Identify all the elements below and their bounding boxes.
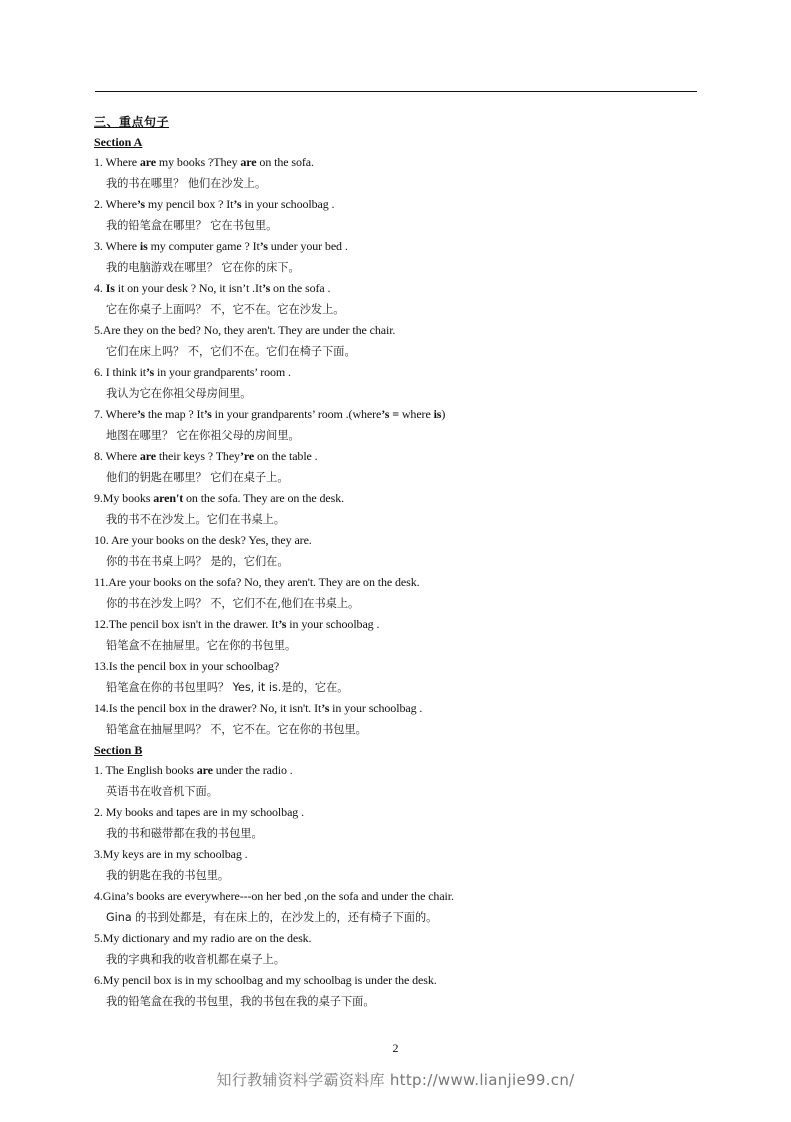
sentence-fragment: 3. Where [94,239,140,253]
chinese-translation: 英语书在收音机下面。 [106,785,218,798]
sentence-fragment: 5.My dictionary and my radio are on the desk. [94,931,312,945]
english-sentence [94,488,714,509]
english-sentence [94,970,714,991]
sentence-fragment: in your schoolbag . [286,617,380,631]
bold-keyword: ’s [278,617,287,631]
english-sentence [94,844,714,865]
english-sentence [94,698,714,719]
sentence-fragment: in your grandparents’ room . [154,365,291,379]
chinese-translation: 它在你桌子上面吗？ 不，它不在。它在沙发上。 [106,303,345,316]
bold-keyword: ’s [146,365,155,379]
sentence-fragment: 6.My pencil box is in my schoolbag and my schoolbag is under the desk. [94,973,437,987]
sentence-fragment: 1. Where [94,155,140,169]
english-sentence [94,320,714,341]
bold-keyword: ’s [136,407,145,421]
sentence-fragment: 4. [94,281,106,295]
english-sentence [94,572,714,593]
english-sentence [94,928,714,949]
bold-keyword: aren't [153,491,184,505]
sentence-fragment: under your bed . [267,239,348,253]
sentence-fragment: 7. Where [94,407,137,421]
header-rule [95,91,697,92]
page-number: 2 [392,1041,399,1055]
sentence-fragment: 14.Is the pencil box in the drawer? No, it isn't. It [94,701,322,715]
footer-watermark: 知行教辅资料学霸资料库 http://www.lianjie99.cn/ [216,1071,575,1089]
english-sentence [94,656,714,677]
sentence-fragment: my computer game ? It [147,239,260,253]
sentence-fragment: my books ?They [156,155,241,169]
sentence-fragment: 11.Are your books on the sofa? No, they aren't. They are on the desk. [94,575,420,589]
sentence-fragment: the map ? It [145,407,204,421]
sentence-fragment: on the sofa. [256,155,314,169]
chinese-translation: 你的书在沙发上吗？ 不，它们不在,他们在书桌上。 [106,597,360,610]
sentence-fragment: 3.My keys are in my schoolbag . [94,847,248,861]
chinese-translation: 铅笔盒在抽屉里吗？ 不，它不在。它在你的书包里。 [106,723,367,736]
sentence-fragment: on the table . [254,449,318,463]
english-sentence [94,446,714,467]
bold-keyword: ’re [239,449,255,463]
chinese-translation: 我的字典和我的收音机都在桌子上。 [106,953,286,966]
english-sentence [94,802,714,823]
sentence-fragment: 13.Is the pencil box in your schoolbag? [94,659,280,673]
sentence-fragment: 5.Are they on the bed? No, they aren't. They are under the chair. [94,323,396,337]
chinese-translation: 我的书在哪里？ 他们在沙发上。 [106,177,267,190]
bold-keyword: ’s [136,197,145,211]
english-sentence [94,194,714,215]
section-heading: 三、重点句子 [94,115,170,129]
bold-keyword: ’s = [381,407,399,421]
sentence-fragment: 6. I think it [94,365,147,379]
english-sentence [94,278,714,299]
sentence-fragment: 2. My books and tapes are in my schoolbag . [94,805,304,819]
english-sentence [94,152,714,173]
english-sentence [94,614,714,635]
bold-keyword: ’s [321,701,330,715]
english-sentence [94,362,714,383]
document-body [94,113,714,1012]
sentence-fragment: in your grandparents’ room .(where [211,407,382,421]
bold-keyword: ’s [203,407,212,421]
bold-keyword: is [433,407,442,421]
sentence-fragment: 12.The pencil box isn't in the drawer. It [94,617,279,631]
english-sentence [94,530,714,551]
chinese-translation: 我的书和磁带都在我的书包里。 [106,827,263,840]
sentence-fragment: 8. Where [94,449,140,463]
sentence-fragment: 1. The English books [94,763,197,777]
sentence-fragment: it on your desk ? No, it isn’t .It [114,281,263,295]
english-sentence [94,760,714,781]
bold-keyword: ’s [259,239,268,253]
section-title: Section A [94,135,143,149]
sentence-fragment: 9.My books [94,491,154,505]
chinese-translation: 地图在哪里？ 它在你祖父母的房间里。 [106,429,300,442]
sentence-fragment: on the sofa . [270,281,331,295]
sentence-fragment: my pencil box ? It [145,197,234,211]
english-sentence [94,886,714,907]
bold-keyword: ’s [262,281,271,295]
english-sentence [94,236,714,257]
bold-keyword: is [139,239,148,253]
chinese-translation: 铅笔盒在你的书包里吗？ Yes, it is.是的，它在。 [106,681,349,694]
chinese-translation: 它们在床上吗？ 不，它们不在。它们在椅子下面。 [106,345,356,358]
sentence-fragment: in your schoolbag . [241,197,335,211]
sentence-fragment: where [398,407,434,421]
chinese-translation: 我认为它在你祖父母房间里。 [106,387,252,400]
sections-container [94,132,714,1012]
sentence-fragment: their keys ? They [156,449,240,463]
sentence-fragment: ) [441,407,446,421]
bold-keyword: are [240,155,257,169]
sentence-fragment: 4.Gina’s books are everywhere---on her bed ,on the sofa and under the chair. [94,889,454,903]
chinese-translation: Gina 的书到处都是，有在床上的，在沙发上的，还有椅子下面的。 [106,911,438,924]
chinese-translation: 他们的钥匙在哪里？ 它们在桌子上。 [106,471,289,484]
bold-keyword: Is [105,281,115,295]
sentence-fragment: under the radio . [212,763,293,777]
section-title: Section B [94,743,143,757]
sentence-fragment: on the sofa. They are on the desk. [183,491,344,505]
chinese-translation: 铅笔盒不在抽屉里。它在你的书包里。 [106,639,297,652]
chinese-translation: 我的电脑游戏在哪里？ 它在你的床下。 [106,261,300,274]
sentence-fragment: 2. Where [94,197,137,211]
chinese-translation: 我的铅笔盒在哪里？ 它在书包里。 [106,219,278,232]
chinese-translation: 我的书不在沙发上。它们在书桌上。 [106,513,286,526]
bold-keyword: are [139,449,156,463]
chinese-translation: 我的铅笔盒在我的书包里，我的书包在我的桌子下面。 [106,995,375,1008]
sentence-fragment: 10. Are your books on the desk? Yes, they are. [94,533,312,547]
english-sentence [94,404,714,425]
bold-keyword: are [139,155,156,169]
bold-keyword: ’s [233,197,242,211]
bold-keyword: are [196,763,213,777]
sentence-fragment: in your schoolbag . [329,701,423,715]
chinese-translation: 你的书在书桌上吗？ 是的，它们在。 [106,555,289,568]
chinese-translation: 我的钥匙在我的书包里。 [106,869,230,882]
